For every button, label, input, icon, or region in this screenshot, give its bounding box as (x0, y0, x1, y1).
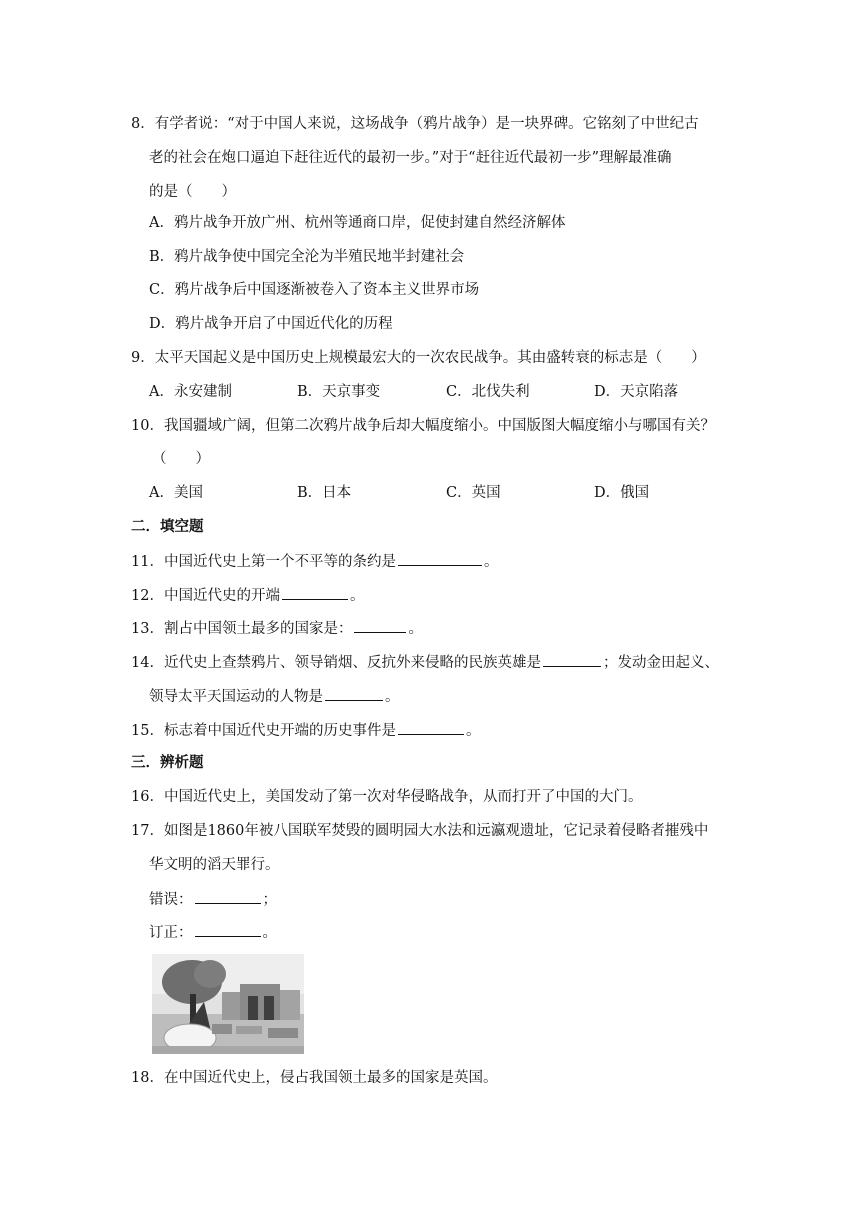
q17-fix-blank[interactable] (195, 922, 261, 937)
q8-option-a: A．鸦片战争开放广州、杭州等通商口岸，促使封建自然经济解体 (149, 215, 566, 231)
q14-punct: 。 (385, 689, 400, 705)
q10-option-b: B．日本 (297, 485, 352, 501)
q14-text-mid: ；发动金田起义、 (602, 655, 719, 671)
q13-punct: 。 (408, 621, 423, 637)
q17-line2: 华文明的滔天罪行。 (149, 857, 280, 873)
q8-line3: 的是（ ） (149, 184, 236, 200)
q8-option-d: D．鸦片战争开启了中国近代化的历程 (149, 316, 393, 332)
q9-option-c: C．北伐失利 (446, 384, 530, 400)
q9-option-d: D．天京陷落 (594, 384, 679, 400)
q11-punct: 。 (483, 554, 499, 570)
q14-line2 (149, 686, 400, 707)
q17-fix-punct: 。 (262, 925, 277, 941)
q13 (131, 618, 423, 639)
yuanmingyuan-ruins-photo (152, 954, 304, 1054)
q12-blank[interactable] (282, 585, 348, 600)
q14-line1 (131, 652, 719, 673)
q8-option-b: B．鸦片战争使中国完全沦为半殖民地半封建社会 (149, 249, 465, 265)
q10-option-a: A．美国 (149, 485, 203, 501)
q15-text: 15．标志着中国近代史开端的历史事件是 (131, 723, 396, 739)
q9-line1: 9．太平天国起义是中国历史上规模最宏大的一次农民战争。其由盛转衰的标志是（ ） (131, 350, 706, 366)
q16: 16．中国近代史上，美国发动了第一次对华侵略战争，从而打开了中国的大门。 (131, 789, 643, 805)
q13-blank[interactable] (354, 618, 406, 633)
ruins-illustration (152, 954, 304, 1054)
q15-punct: 。 (465, 723, 481, 739)
q15-blank[interactable] (398, 720, 464, 735)
q8-line1: 8．有学者说：“对于中国人来说，这场战争（鸦片战争）是一块界碑。它铭刻了中世纪古 (131, 116, 699, 132)
q14-text: 14．近代史上查禁鸦片、领导销烟、反抗外来侵略的民族英雄是 (131, 655, 541, 671)
section-heading-analysis: 三．辨析题 (131, 754, 204, 771)
q13-text: 13．割占中国领土最多的国家是： (131, 621, 353, 637)
q17-line1: 17．如图是1860年被八国联军焚毁的圆明园大水法和远瀛观遗址，它记录着侵略者摧残中 (131, 823, 709, 839)
q8-line2: 老的社会在炮口逼迫下赶往近代的最初一步。”对于“赶往近代最初一步”理解最准确 (149, 150, 672, 166)
q9-option-b: B．天京事变 (297, 384, 381, 400)
q17-error-punct: ； (262, 892, 277, 908)
q11-blank[interactable] (398, 551, 482, 566)
q18: 18．在中国近代史上，侵占我国领土最多的国家是英国。 (131, 1070, 498, 1086)
q10-line2: （ ） (152, 451, 210, 467)
q12 (131, 585, 364, 606)
q10-line1: 10．我国疆域广阔，但第二次鸦片战争后却大幅度缩小。中国版图大幅度缩小与哪国有关？ (131, 418, 715, 434)
q8-option-c: C．鸦片战争后中国逐渐被卷入了资本主义世界市场 (149, 282, 480, 298)
section-heading-fill-blank: 二．填空题 (131, 518, 204, 535)
q14-blank-1[interactable] (543, 652, 601, 667)
q17-error-label: 错误： (149, 892, 193, 908)
q14-blank-2[interactable] (325, 686, 383, 701)
q17-fix-row (149, 922, 277, 943)
q17-fix-label: 订正： (149, 925, 193, 941)
q14-text-2: 领导太平天国运动的人物是 (149, 689, 323, 705)
q12-text: 12．中国近代史的开端 (131, 588, 280, 604)
q11 (131, 551, 498, 572)
q9-option-a: A．永安建制 (149, 384, 232, 400)
q12-punct: 。 (349, 588, 365, 604)
q17-error-blank[interactable] (195, 889, 261, 904)
q17-error-row (149, 889, 277, 910)
q10-option-d: D．俄国 (594, 485, 650, 501)
q11-text: 11．中国近代史上第一个不平等的条约是 (131, 554, 396, 570)
q15 (131, 720, 480, 741)
q10-option-c: C．英国 (446, 485, 501, 501)
